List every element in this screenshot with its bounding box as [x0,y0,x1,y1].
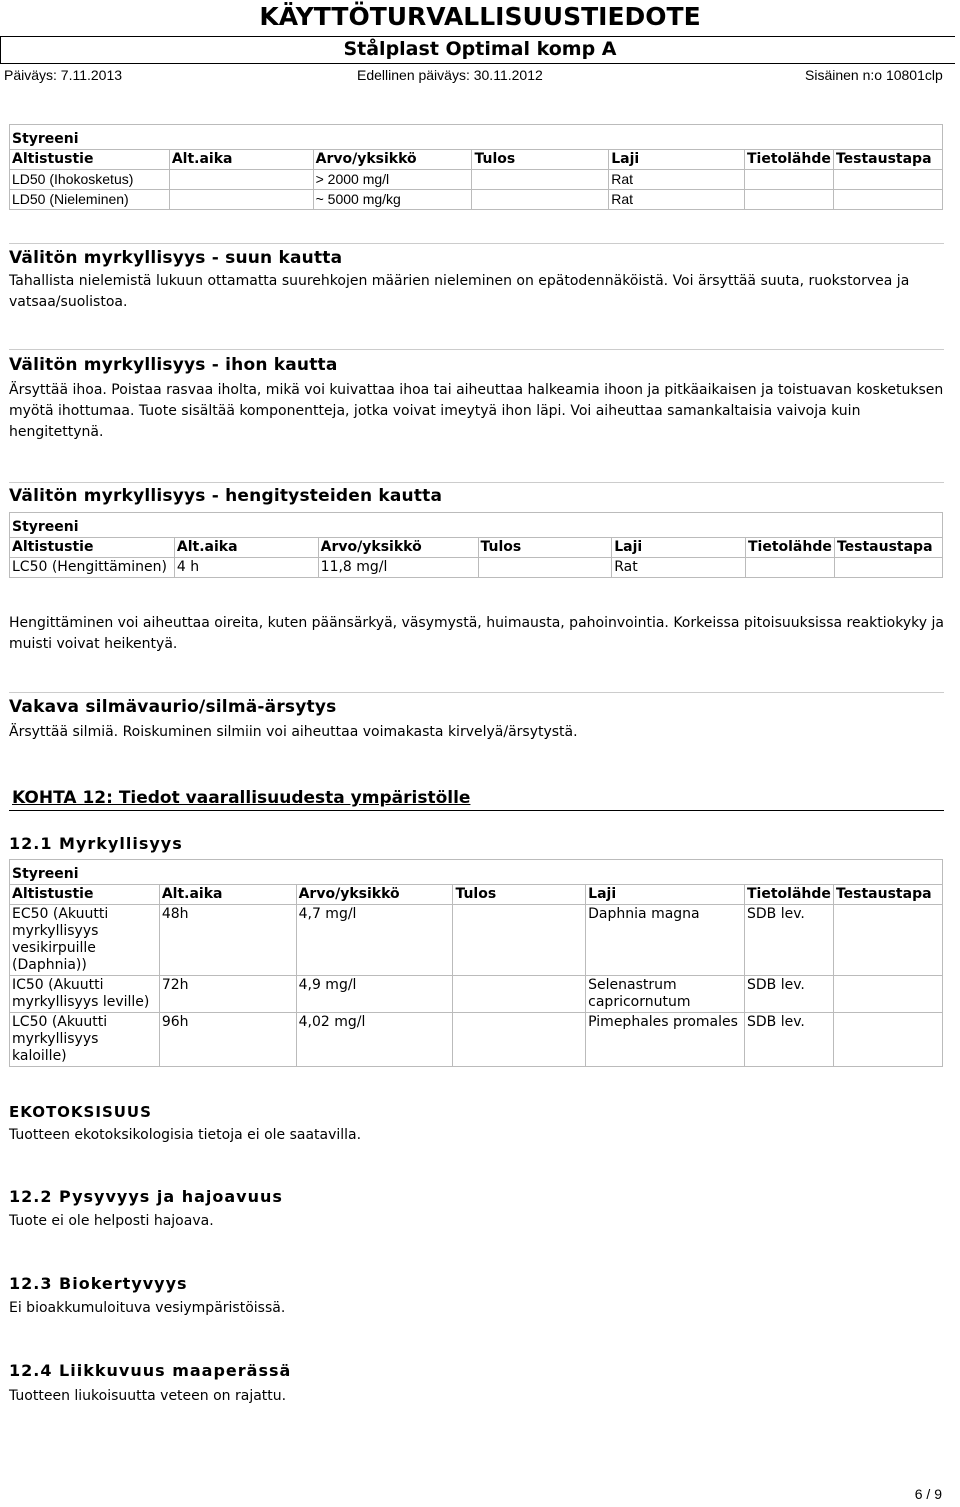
cell: 11,8 mg/l [318,558,478,578]
cell: Pimephales promales [586,1013,745,1067]
cell: SDB lev. [744,905,833,976]
cell: ~ 5000 mg/kg [313,190,472,210]
cell [744,190,833,210]
cell: SDB lev. [744,1013,833,1067]
oral-toxicity-text: Tahallista nielemistä lukuun ottamatta suurehkojen määrien nieleminen on epätodennäköistä. Voi ärsyttää suuta, ruokstorvea ja vatsaa/suolistoa. [9,273,910,310]
mobility-text: Tuotteen liukoisuutta veteen on rajattu. [9,1388,287,1404]
mobility-heading: 12.4 Liikkuvuus maaperässä [9,1361,292,1380]
cell: SDB lev. [744,976,833,1013]
section-divider [9,692,944,693]
page-number: 6 / 9 [914,1486,942,1502]
table-row [10,558,943,578]
ecotoxicity-heading: EKOTOKSISUUS [9,1103,152,1121]
persistence-text: Tuote ei ole helposti hajoava. [9,1213,214,1229]
col-header: Tulos [478,538,612,558]
col-header: Tietolähde [744,885,833,905]
cell: Rat [612,558,746,578]
bioaccumulation-heading: 12.3 Biokertyvyys [9,1274,188,1293]
col-header: Alt.aika [159,885,296,905]
previous-date: Edellinen päiväys: 30.11.2012 [357,67,543,83]
eye-irritation-heading: Vakava silmävaurio/silmä-ärsytys [9,697,337,717]
section-12-heading: KOHTA 12: Tiedot vaarallisuudesta ympäristölle [12,788,471,808]
table-caption: Styreeni [10,513,943,538]
cell: Selenastrum capricornutum [586,976,745,1013]
cell: 4,7 mg/l [296,905,453,976]
inhalation-toxicity-table [9,512,943,578]
eye-irritation-text: Ärsyttää silmiä. Roiskuminen silmiin voi aiheuttaa voimakasta kirvelyä/ärsytystä. [9,724,578,740]
table-row [10,905,943,976]
cell: 48h [159,905,296,976]
dermal-toxicity-heading: Välitön myrkyllisyys - ihon kautta [9,355,338,375]
col-header: Arvo/yksikkö [313,150,472,170]
table-caption: Styreeni [10,860,943,885]
oral-dermal-toxicity-table [9,124,943,210]
cell: Daphnia magna [586,905,745,976]
cell: 4 h [174,558,318,578]
cell: IC50 (Akuutti myrkyllisyys leville) [10,976,160,1013]
cell: LD50 (Ihokosketus) [10,170,170,190]
table-row [10,170,943,190]
persistence-heading: 12.2 Pysyvyys ja hajoavuus [9,1187,283,1206]
cell [478,558,612,578]
cell: LC50 (Akuutti myrkyllisyys kaloille) [10,1013,160,1067]
col-header: Laji [612,538,746,558]
table-caption: Styreeni [10,125,943,150]
cell: 4,9 mg/l [296,976,453,1013]
section-12-rule [9,810,944,811]
internal-number: Sisäinen n:o 10801clp [805,67,943,83]
cell [833,905,942,976]
cell: EC50 (Akuutti myrkyllisyys vesikirpuille (Daphnia)) [10,905,160,976]
cell: 72h [159,976,296,1013]
col-header: Tulos [472,150,609,170]
col-header: Altistustie [10,150,170,170]
cell: 4,02 mg/l [296,1013,453,1067]
cell: LD50 (Nieleminen) [10,190,170,210]
table-row [10,976,943,1013]
cell [453,976,586,1013]
col-header: Tietolähde [744,150,833,170]
cell [833,190,942,210]
cell: Rat [609,190,745,210]
section-divider [9,349,944,350]
col-header: Testaustapa [834,538,942,558]
col-header: Alt.aika [174,538,318,558]
ecotoxicity-table [9,859,943,1067]
cell [453,1013,586,1067]
inhalation-toxicity-text: Hengittäminen voi aiheuttaa oireita, kuten päänsärkyä, väsymystä, huimausta, pahoinvointia. Korkeissa pitoisuuksissa reaktiokyky ja muisti voivat heikentyä. [9,615,944,652]
col-header: Arvo/yksikkö [318,538,478,558]
col-header: Laji [609,150,745,170]
col-header: Tulos [453,885,586,905]
col-header: Altistustie [10,885,160,905]
cell [472,170,609,190]
cell: LC50 (Hengittäminen) [10,558,175,578]
ecotoxicity-text: Tuotteen ekotoksikologisia tietoja ei ole saatavilla. [9,1127,362,1143]
col-header: Testaustapa [833,885,942,905]
cell [834,558,942,578]
cell [472,190,609,210]
cell: > 2000 mg/l [313,170,472,190]
cell: Rat [609,170,745,190]
section-divider [9,243,944,244]
cell [745,558,834,578]
company-name: Stålplast Optimal komp A [343,38,617,60]
bioaccumulation-text: Ei bioakkumuloituva vesiympäristöissä. [9,1300,286,1316]
cell [744,170,833,190]
col-header: Laji [586,885,745,905]
cell [453,905,586,976]
col-header: Testaustapa [833,150,942,170]
table-row [10,190,943,210]
col-header: Tietolähde [745,538,834,558]
table-row [10,1013,943,1067]
section-divider [9,482,944,483]
document-title: KÄYTTÖTURVALLISUUSTIEDOTE [259,2,701,31]
cell [169,190,313,210]
toxicity-heading: 12.1 Myrkyllisyys [9,834,183,853]
cell: 96h [159,1013,296,1067]
col-header: Arvo/yksikkö [296,885,453,905]
oral-toxicity-heading: Välitön myrkyllisyys - suun kautta [9,248,343,268]
cell [833,1013,942,1067]
dermal-toxicity-text: Ärsyttää ihoa. Poistaa rasvaa iholta, mikä voi kuivattaa ihoa tai aiheuttaa halkeamia ihoon ja pitkäaikaisen ja toistuavan kosketuksen myötä ihottumaa. Tuote sisältää komponentteja, jotka voivat imeytyä ihon läpi. Voi aiheuttaa samankaltaisia vaivoja kuin hengitettynä. [9,382,944,440]
col-header: Altistustie [10,538,175,558]
cell [169,170,313,190]
issue-date: Päiväys: 7.11.2013 [4,67,123,83]
col-header: Alt.aika [169,150,313,170]
cell [833,170,942,190]
cell [833,976,942,1013]
inhalation-toxicity-heading: Välitön myrkyllisyys - hengitysteiden kautta [9,486,443,506]
